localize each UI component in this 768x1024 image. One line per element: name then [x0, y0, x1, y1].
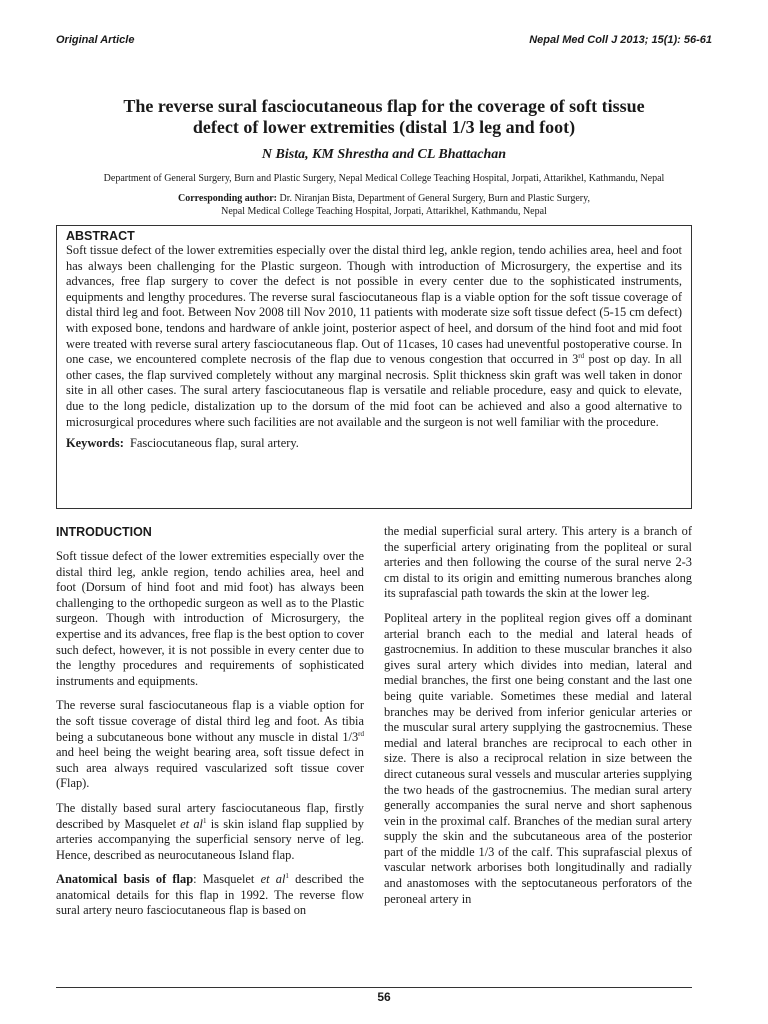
title-line-1: The reverse sural fasciocutaneous flap for the coverage of soft tissue	[123, 96, 645, 116]
abstract-heading: ABSTRACT	[66, 229, 135, 243]
page-number: 56	[377, 990, 391, 1004]
journal-citation: Nepal Med Coll J 2013; 15(1): 56-61	[529, 34, 712, 46]
author-list: N Bista, KM Shrestha and CL Bhattachan	[261, 147, 507, 162]
abstract-text: Soft tissue defect of the lower extremities especially over the distal third leg, ankle region, tendo achilies area, heel and foot has always been challenging for the Plastic surgeon. Though with introduction of Microsurgery, the expertise and its advances, free flap surgery to cover the defect is not possible in every center due to the sophisticated instruments, equipments and lengthy procedures. The reverse sural fasciocutaneous flap is a viable option for the soft tissue coverage of distal third leg and foot. Between Nov 2008 till Nov 2010, 11 patients with moderate size soft tissue defect (5-15 cm defect) with exposed bone, tendons and hardware of ankle joint, posterior aspect of heel, and dorsum of the hind foot and mid foot were treated with reverse sural artery fasciocutaneous flap. Out of 11cases, 10 cases had uneventful postoperative course. In one case, we encountered complete necrosis of the flap due to venous congestion that occurred in 3rd post op day. In all other cases, the flap survived completely without any marginal necrosis. Split thickness skin graft was well taken in donor site in all other cases. The sural artery fasciocutaneous flap is versatile and reliable procedure, easy and quick to elevate, due to the long pedicle, distalization up to the dorsum of the mid foot can be achieved and also a good alternative to microsurgical procedures where such facilities are not available and the surgeon is not well familiar with the procedure.	[66, 243, 682, 429]
anatomical-basis-label: Anatomical basis of flap	[56, 872, 194, 887]
abstract-box	[56, 225, 692, 509]
affiliation: Department of General Surgery, Burn and Plastic Surgery, Nepal Medical College Teaching Hospital, Jorpati, Attarikhel, Kathmandu, Nepal	[103, 173, 665, 184]
intro-paragraph-3: The distally based sural artery fasciocutaneous flap, firstly described by Masquelet et $al^1$ is skin island flap supplied by arteries accompanying the superficial sensory nerve of leg. Hence, described as neurocutaneous Island flap.	[56, 800, 364, 862]
corresponding-author	[56, 193, 712, 218]
anatomical-basis-paragraph: Anatomical basis of flap: Masquelet et $al^1$ described the anatomical details for this flap in 1992. The reverse flow sural artery neuro fasciocutaneous flap is based on	[56, 872, 364, 918]
article-title	[56, 96, 712, 138]
keywords-text: Fasciocutaneous flap, sural artery.	[130, 436, 299, 451]
left-column	[56, 524, 364, 928]
footer-rule	[56, 987, 692, 988]
introduction-heading: INTRODUCTION	[56, 525, 152, 539]
right-paragraph-2: Popliteal artery in the popliteal region gives off a dominant arterial branch each to the medial and lateral heads of gastrocnemius. In addition to these muscular branches it also gives sural artery which divides into median, lateral and medial branches, the first one being constant and the last one being quite variable. Sometimes these medial and lateral branches may be derived from inferior genicular arteries or the muscular sural artery supplying the gastrocnemius. These medial and lateral branches are reciprocal to each other in size. There is also a reciprocal relation in size between the direct cutaneous sural vessels and muscular arteries supplying the two heads of the gastrocnemius. The median sural artery generally accompanies the sural nerve and short saphenous vein in the proximal calf. Branches of the median sural artery supply the skin and the subcutaneous area of the posterior part of the middle 1/3 of the calf. This suprafascial plexus of vascular network arborises both longitudinally and radially and anastomoses with the septocutaneous perforators of the peroneal artery in	[384, 610, 692, 906]
right-column	[384, 524, 692, 916]
intro-paragraph-2: The reverse sural fasciocutaneous flap is a viable option for the soft tissue coverage of distal third leg and foot. As tibia being a subcutaneous bone without any muscle in distal 1/3rd and heel being the weight bearing area, soft tissue defect in such area always required vascularized soft tissue cover (Flap).	[56, 698, 364, 791]
corresponding-author-label: Corresponding author:	[178, 193, 277, 204]
title-line-2: defect of lower extremities (distal 1/3 leg and foot)	[192, 117, 576, 137]
keywords-label: Keywords:	[66, 436, 124, 451]
intro-paragraph-1: Soft tissue defect of the lower extremities especially over the distal third leg, ankle region, tendo achilies area, heel and foot (Dorsum of hind foot and mid foot) has always been challenging to the orthopedic surgeon as well as to the Plastic surgeon. Though with introduction of Microsurgery, the expertise and its advances, free flap is the best option to cover such defect, however, it is not possible in every center due to the lengthy procedures and requirements of sophisticated instruments and equipments.	[56, 549, 364, 688]
right-paragraph-1: the medial superficial sural artery. This artery is a branch of the superficial artery originating from the popliteal or sural arteries and then following the course of the sural nerve 2-3 cm distal to its origin and emitting numerous branches along its suprafascial path towards the skin at the lower leg.	[384, 524, 692, 601]
corresponding-author-line-1: Dr. Niranjan Bista, Department of General Surgery, Burn and Plastic Surgery,	[279, 193, 590, 204]
running-header	[56, 34, 712, 50]
corresponding-author-line-2: Nepal Medical College Teaching Hospital, Jorpati, Attarikhel, Kathmandu, Nepal	[221, 205, 547, 217]
article-type: Original Article	[56, 34, 135, 46]
keywords	[66, 436, 682, 452]
